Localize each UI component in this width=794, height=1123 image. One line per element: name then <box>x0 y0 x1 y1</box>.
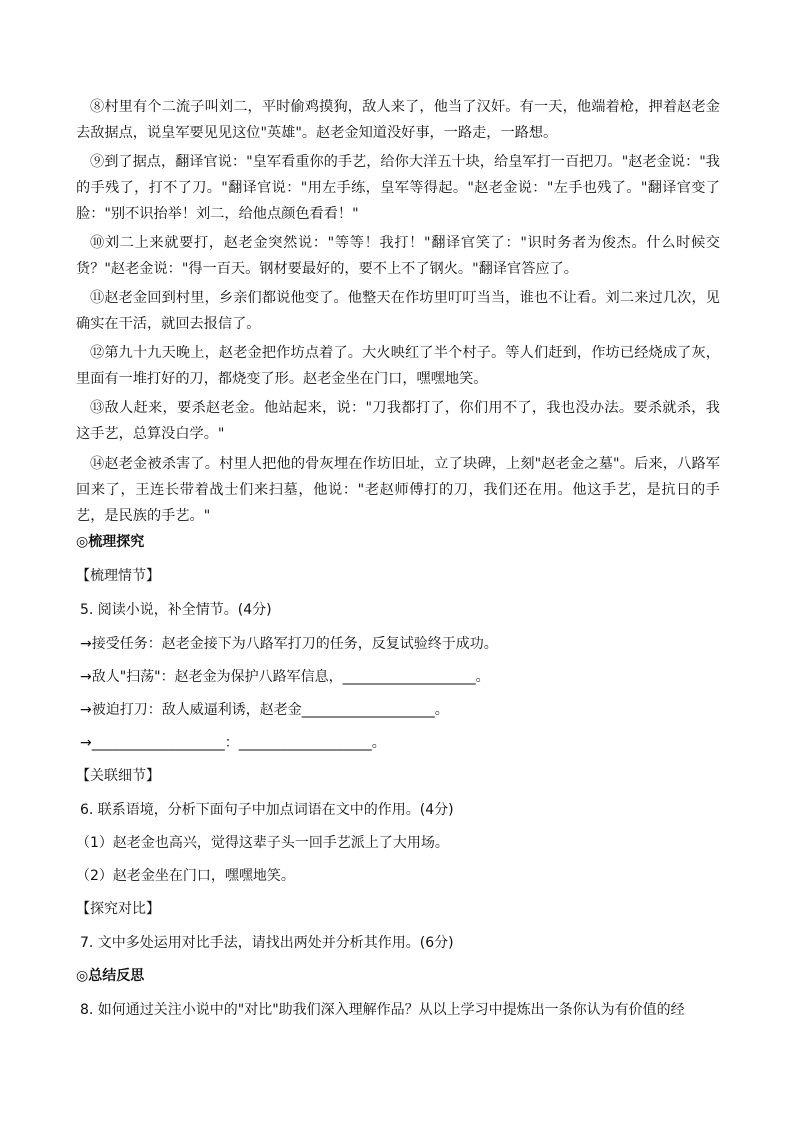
plot-step-3[interactable]: →被迫打刀：敌人威逼利诱，赵老金___________________。 <box>80 702 449 718</box>
tag-compare: 【探究对比】 <box>76 901 160 917</box>
story-paragraph-12: ⑫第九十九天晚上，赵老金把作坊点着了。大火映红了半个村子。等人们赶到，作坊已经烧成了灰，里面有一堆打好的刀，都烧变了形。赵老金坐在门口，嘿嘿地笑。 <box>76 345 720 387</box>
section-heading-summary: ◎总结反思 <box>76 968 145 984</box>
question-6-item-2: （2）赵老金坐在门口，嘿嘿地笑。 <box>76 868 295 884</box>
story-paragraph-8: ⑧村里有个二流子叫刘二，平时偷鸡摸狗，敌人来了，他当了汉奸。有一天，他端着枪，押着赵老金去敌据点，说皇军要见见这位"英雄"。赵老金知道没好事，一路走，一路想。 <box>76 99 720 141</box>
plot-step-2[interactable]: →敌人"扫荡"：赵老金为保护八路军信息，___________________。 <box>80 669 490 685</box>
tag-detail: 【关联细节】 <box>76 768 160 784</box>
story-paragraph-14: ⑭赵老金被杀害了。村里人把他的骨灰埋在作坊旧址，立了块碑，上刻"赵老金之墓"。后来，八路军回来了，王连长带着战士们来扫墓，他说："老赵师傅打的刀，我们还在用。他这手艺，是抗日的手艺，是民族的手艺。" <box>76 456 720 524</box>
question-6-item-1: （1）赵老金也高兴，觉得这辈子头一回手艺派上了大用场。 <box>76 835 449 851</box>
tag-plot: 【梳理情节】 <box>76 568 160 584</box>
question-8: 8. 如何通过关注小说中的"对比"助我们深入理解作品？从以上学习中提炼出一条你认为有价值的经 <box>80 1002 685 1018</box>
section-heading-explore: ◎梳理探究 <box>76 534 145 550</box>
story-paragraph-11: ⑪赵老金回到村里，乡亲们都说他变了。他整天在作坊里叮叮当当，谁也不让看。刘二来过几次，见确实在干活，就回去报信了。 <box>76 290 720 332</box>
plot-step-4[interactable]: →___________________：___________________。 <box>80 735 386 751</box>
story-paragraph-10: ⑩刘二上来就要打，赵老金突然说："等等！我打！"翻译官笑了："识时务者为俊杰。什么时候交货？"赵老金说："得一百天。钢材要最好的，要不上不了钢火。"翻译官答应了。 <box>76 235 720 277</box>
question-5: 5. 阅读小说，补全情节。(4分) <box>80 602 272 618</box>
question-6: 6. 联系语境，分析下面句子中加点词语在文中的作用。(4分) <box>80 802 454 818</box>
story-paragraph-9: ⑨到了据点，翻译官说："皇军看重你的手艺，给你大洋五十块，给皇军打一百把刀。"赵老金说："我的手残了，打不了刀。"翻译官说："用左手练，皇军等得起。"赵老金说："左手也残了。"翻译官变了脸："别不识抬举！刘二，给他点颜色看看！" <box>76 154 720 222</box>
story-paragraph-13: ⑬敌人赶来，要杀赵老金。他站起来，说："刀我都打了，你们用不了，我也没办法。要杀就杀，我这手艺，总算没白学。" <box>76 400 720 442</box>
question-7: 7. 文中多处运用对比手法，请找出两处并分析其作用。(6分) <box>80 935 454 951</box>
plot-step-1: →接受任务：赵老金接下为八路军打刀的任务，反复试验终于成功。 <box>80 636 498 652</box>
